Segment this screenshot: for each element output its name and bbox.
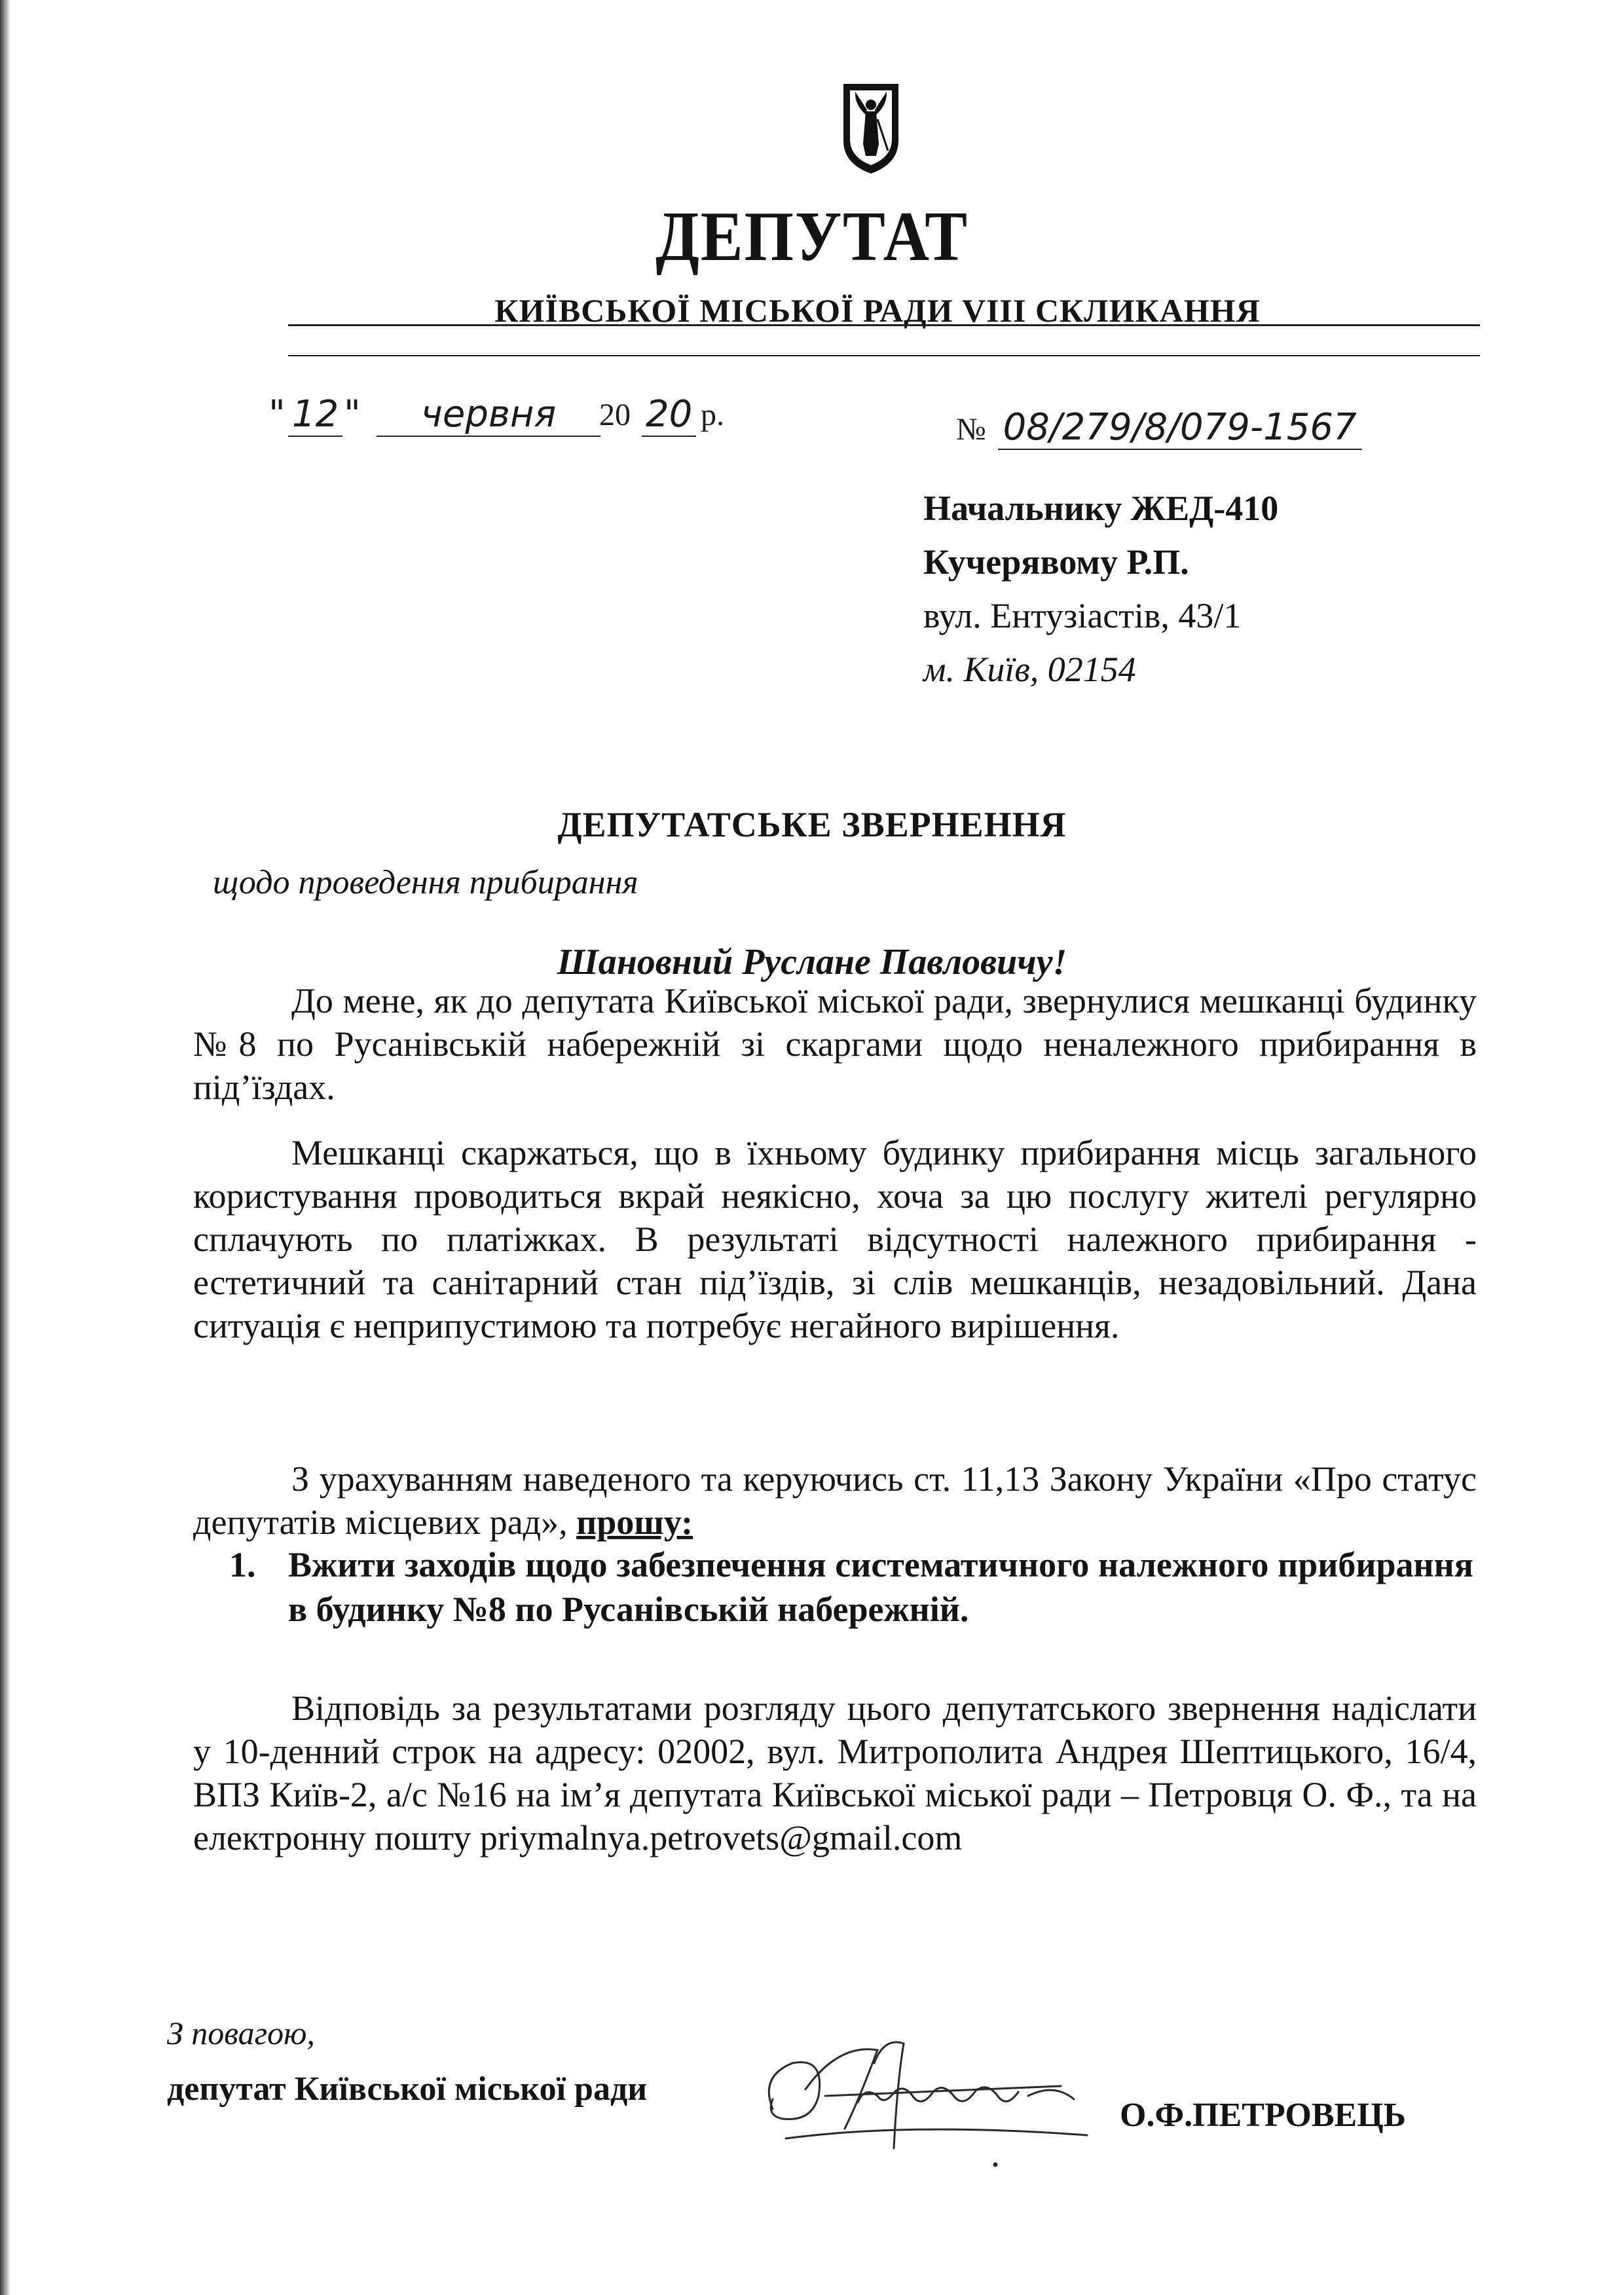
body-paragraph-4: Відповідь за результатами розгляду цього депутатського звернення надіслати у 10-денний строк на адресу: 02002, вул. Митрополита Андрея Шептицького, 16/4, ВПЗ Київ-2, а/с №16 на ім’я депутата Київської міської ради – Петровця О. Ф., та на електронну пошту priymalnya.petrovets@gmail.com: [193, 1689, 1477, 1857]
body-paragraph-1: До мене, як до депутата Київської міської ради, звернулися мешканці будинку №8 по Русанівській набережній зі скаргами щодо неналежного прибирання в під’їздах.: [193, 981, 1477, 1107]
addressee-street: вул. Ентузіастів, 43/1: [923, 596, 1242, 635]
kyiv-coat-of-arms-icon: [838, 79, 904, 177]
closing-phrase: З повагою,: [167, 2015, 315, 2051]
date-day: 12: [288, 393, 342, 437]
document-subheading: щодо проведення прибирання: [213, 864, 638, 901]
document-heading: ДЕПУТАТСЬКЕ ЗВЕРНЕННЯ: [557, 805, 1067, 844]
addressee-position: Начальнику ЖЕД-410: [923, 489, 1279, 528]
addressee-name: Кучерявому Р.П.: [923, 542, 1189, 582]
body-paragraph-3: [193, 1457, 1477, 1544]
registration-label: №: [956, 412, 986, 447]
request-item-1: [216, 1542, 1473, 1632]
date-month: червня: [377, 393, 600, 437]
request-item-text: Вжити заходів щодо забезпечення систематичного належного прибирання в будинку №8 по Русанівській набережній.: [288, 1545, 1473, 1629]
date-close-quote: ": [344, 393, 361, 436]
signer-name: О.Ф.ПЕТРОВЕЦЬ: [1120, 2097, 1407, 2134]
body-paragraph-2: Мешканці скаржаться, що в їхньому будинку прибирання місць загального користування проводиться вкрай неякісно, хоча за цю послугу жителі регулярно сплачують по платіжках. В результаті відсутності належного прибирання - естетичний та санітарний стан під’їздів, зі слів мешканців, незадовільний. Дана ситуація є неприпустимою та потребує негайного вирішення.: [193, 1133, 1477, 1345]
addressee-city: м. Київ, 02154: [923, 650, 1136, 689]
date-open-quote: ": [268, 393, 286, 436]
registration-number: [956, 406, 1362, 449]
letterhead-rule-top: [288, 324, 1480, 326]
addressee-block: [923, 481, 1278, 696]
date-year-suffix: 20: [642, 393, 696, 437]
scan-edge-shadow: [0, 0, 10, 2295]
date-year-prefix: 20: [599, 398, 631, 432]
request-intro: З урахуванням наведеного та керуючись ст. 11,13 Закону України «Про статус депутатів місцевих рад»,: [193, 1459, 1477, 1542]
letterhead-rule-bottom: [288, 355, 1480, 356]
registration-value: 08/279/8/079-1567: [998, 406, 1362, 450]
request-word: прошу:: [576, 1502, 693, 1542]
letterhead-title: ДЕПУТАТ: [655, 198, 969, 276]
handwritten-signature: [747, 2024, 1113, 2168]
signer-position: депутат Київської міської ради: [167, 2070, 648, 2108]
date-year-mark: р.: [701, 398, 724, 432]
request-item-number: 1.: [229, 1545, 256, 1584]
salutation: Шановний Руслане Павловичу!: [557, 942, 1067, 982]
letterhead-subtitle: КИЇВСЬКОЇ МІСЬКОЇ РАДИ VIII СКЛИКАННЯ: [494, 292, 1261, 329]
